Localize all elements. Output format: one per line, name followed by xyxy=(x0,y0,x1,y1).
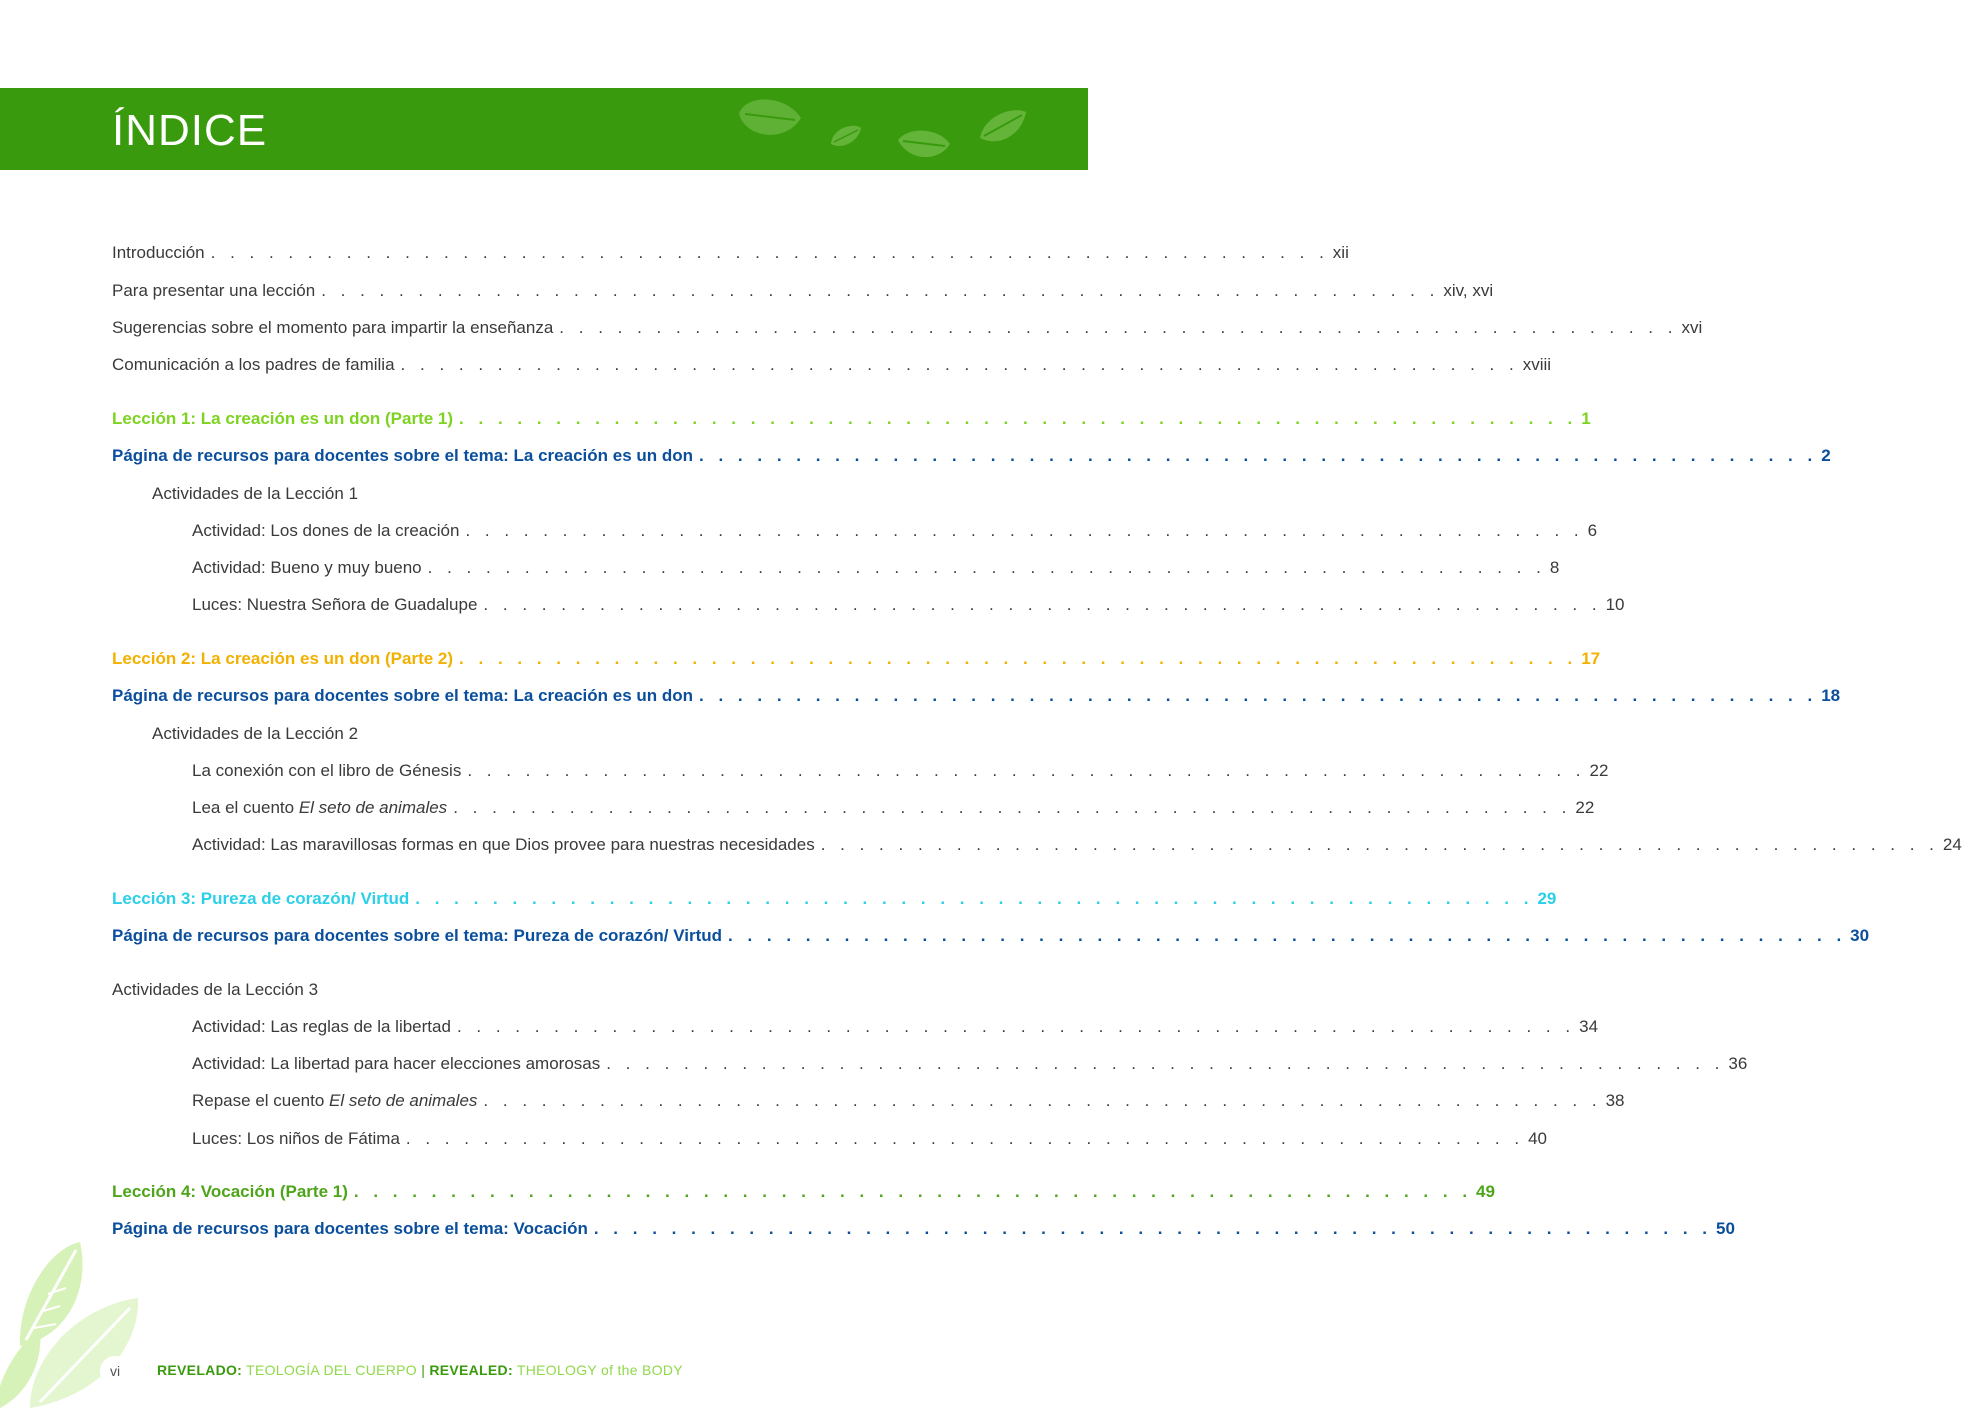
toc-entry[interactable]: Actividad: Las maravillosas formas en que Dios provee para nuestras necesidades . . . . . . . . . . . . . . . . . . . . . . . . . . . . . . . . . . . . . . . . . . . . . . . . . . . . . . . . . . 24 xyxy=(192,835,1962,854)
toc-resource-page[interactable]: Página de recursos para docentes sobre el tema: La creación es un don . . . . . . . . . . . . . . . . . . . . . . . . . . . . . . . . . . . . . . . . . . . . . . . . . . . . . . . . . . 18 xyxy=(112,686,1841,705)
toc-entry[interactable]: Actividad: Bueno y muy bueno . . . . . . . . . . . . . . . . . . . . . . . . . . . . . . . . . . . . . . . . . . . . . . . . . . . . . . . . . . 8 xyxy=(192,558,1560,577)
toc-entry[interactable]: Luces: Los niños de Fátima . . . . . . . . . . . . . . . . . . . . . . . . . . . . . . . . . . . . . . . . . . . . . . . . . . . . . . . . . . 40 xyxy=(192,1129,1547,1148)
activities-heading: Actividades de la Lección 3 xyxy=(112,980,319,999)
toc-entry[interactable]: Comunicación a los padres de familia . . . . . . . . . . . . . . . . . . . . . . . . . . . . . . . . . . . . . . . . . . . . . . . . . . . . . . . . . . xviii xyxy=(112,355,1552,374)
toc-lesson-4[interactable]: Lección 4: Vocación (Parte 1) . . . . . . . . . . . . . . . . . . . . . . . . . . . . . . . . . . . . . . . . . . . . . . . . . . . . . . . . . . 49 xyxy=(112,1182,1495,1201)
page-number: vi xyxy=(100,1356,130,1386)
footer-brand-en: REVEALED: xyxy=(429,1362,513,1378)
leaf-icon xyxy=(976,106,1030,146)
toc-entry[interactable]: Actividad: Los dones de la creación . . . . . . . . . . . . . . . . . . . . . . . . . . . . . . . . . . . . . . . . . . . . . . . . . . . . . . . . . . 6 xyxy=(192,521,1598,540)
toc-entry[interactable]: Actividad: La libertad para hacer elecciones amorosas . . . . . . . . . . . . . . . . . . . . . . . . . . . . . . . . . . . . . . . . . . . . . . . . . . . . . . . . . . 36 xyxy=(192,1054,1748,1073)
page-title: ÍNDICE xyxy=(112,106,268,155)
activities-heading: Actividades de la Lección 2 xyxy=(152,724,359,743)
footer-brand-es: REVELADO: xyxy=(157,1362,243,1378)
toc-entry[interactable]: Repase el cuento El seto de animales . . . . . . . . . . . . . . . . . . . . . . . . . . . . . . . . . . . . . . . . . . . . . . . . . . . . . . . . . . 38 xyxy=(192,1091,1625,1110)
toc-entry[interactable]: La conexión con el libro de Génesis . . . . . . . . . . . . . . . . . . . . . . . . . . . . . . . . . . . . . . . . . . . . . . . . . . . . . . . . . . 22 xyxy=(192,761,1609,780)
toc-resource-page[interactable]: Página de recursos para docentes sobre el tema: Vocación . . . . . . . . . . . . . . . . . . . . . . . . . . . . . . . . . . . . . . . . . . . . . . . . . . . . . . . . . . 50 xyxy=(112,1219,1735,1238)
activities-heading: Actividades de la Lección 1 xyxy=(152,484,359,503)
toc-entry[interactable]: Para presentar una lección . . . . . . . . . . . . . . . . . . . . . . . . . . . . . . . . . . . . . . . . . . . . . . . . . . . . . . . . . . xiv, xvi xyxy=(112,281,1494,300)
leaf-icon xyxy=(735,94,805,144)
toc-entry[interactable]: Lea el cuento El seto de animales . . . . . . . . . . . . . . . . . . . . . . . . . . . . . . . . . . . . . . . . . . . . . . . . . . . . . . . . . . 22 xyxy=(192,798,1595,817)
page-footer xyxy=(0,1350,1088,1390)
leaf-icon xyxy=(895,126,953,164)
toc-entry[interactable]: Actividad: Las reglas de la libertad . . . . . . . . . . . . . . . . . . . . . . . . . . . . . . . . . . . . . . . . . . . . . . . . . . . . . . . . . . 34 xyxy=(192,1017,1599,1036)
toc-entry[interactable]: Introducción . . . . . . . . . . . . . . . . . . . . . . . . . . . . . . . . . . . . . . . . . . . . . . . . . . . . . . . . . . xii xyxy=(112,243,1349,262)
toc-entry[interactable]: Sugerencias sobre el momento para impartir la enseñanza . . . . . . . . . . . . . . . . . . . . . . . . . . . . . . . . . . . . . . . . . . . . . . . . . . . . . . . . . . xvi xyxy=(112,318,1703,337)
toc-resource-page[interactable]: Página de recursos para docentes sobre el tema: Pureza de corazón/ Virtud . . . . . . . . . . . . . . . . . . . . . . . . . . . . . . . . . . . . . . . . . . . . . . . . . . . . . . . . . . 30 xyxy=(112,926,1870,945)
toc-lesson-1[interactable]: Lección 1: La creación es un don (Parte 1) . . . . . . . . . . . . . . . . . . . . . . . . . . . . . . . . . . . . . . . . . . . . . . . . . . . . . . . . . . 1 xyxy=(112,409,1591,428)
toc-entry[interactable]: Luces: Nuestra Señora de Guadalupe . . . . . . . . . . . . . . . . . . . . . . . . . . . . . . . . . . . . . . . . . . . . . . . . . . . . . . . . . . 10 xyxy=(192,595,1625,614)
footer-brand-en-subtitle: THEOLOGY of the BODY xyxy=(516,1362,683,1378)
header-band xyxy=(0,88,1088,170)
toc-lesson-2[interactable]: Lección 2: La creación es un don (Parte 2) . . . . . . . . . . . . . . . . . . . . . . . . . . . . . . . . . . . . . . . . . . . . . . . . . . . . . . . . . . 17 xyxy=(112,649,1601,668)
footer-separator: | xyxy=(421,1362,426,1378)
toc-lesson-3[interactable]: Lección 3: Pureza de corazón/ Virtud . . . . . . . . . . . . . . . . . . . . . . . . . . . . . . . . . . . . . . . . . . . . . . . . . . . . . . . . . . 29 xyxy=(112,889,1557,908)
footer-brand xyxy=(157,1362,683,1378)
leaf-icon xyxy=(828,122,864,150)
footer-brand-es-subtitle: TEOLOGÍA DEL CUERPO xyxy=(246,1362,417,1378)
toc-resource-page[interactable]: Página de recursos para docentes sobre el tema: La creación es un don . . . . . . . . . . . . . . . . . . . . . . . . . . . . . . . . . . . . . . . . . . . . . . . . . . . . . . . . . . 2 xyxy=(112,446,1831,465)
